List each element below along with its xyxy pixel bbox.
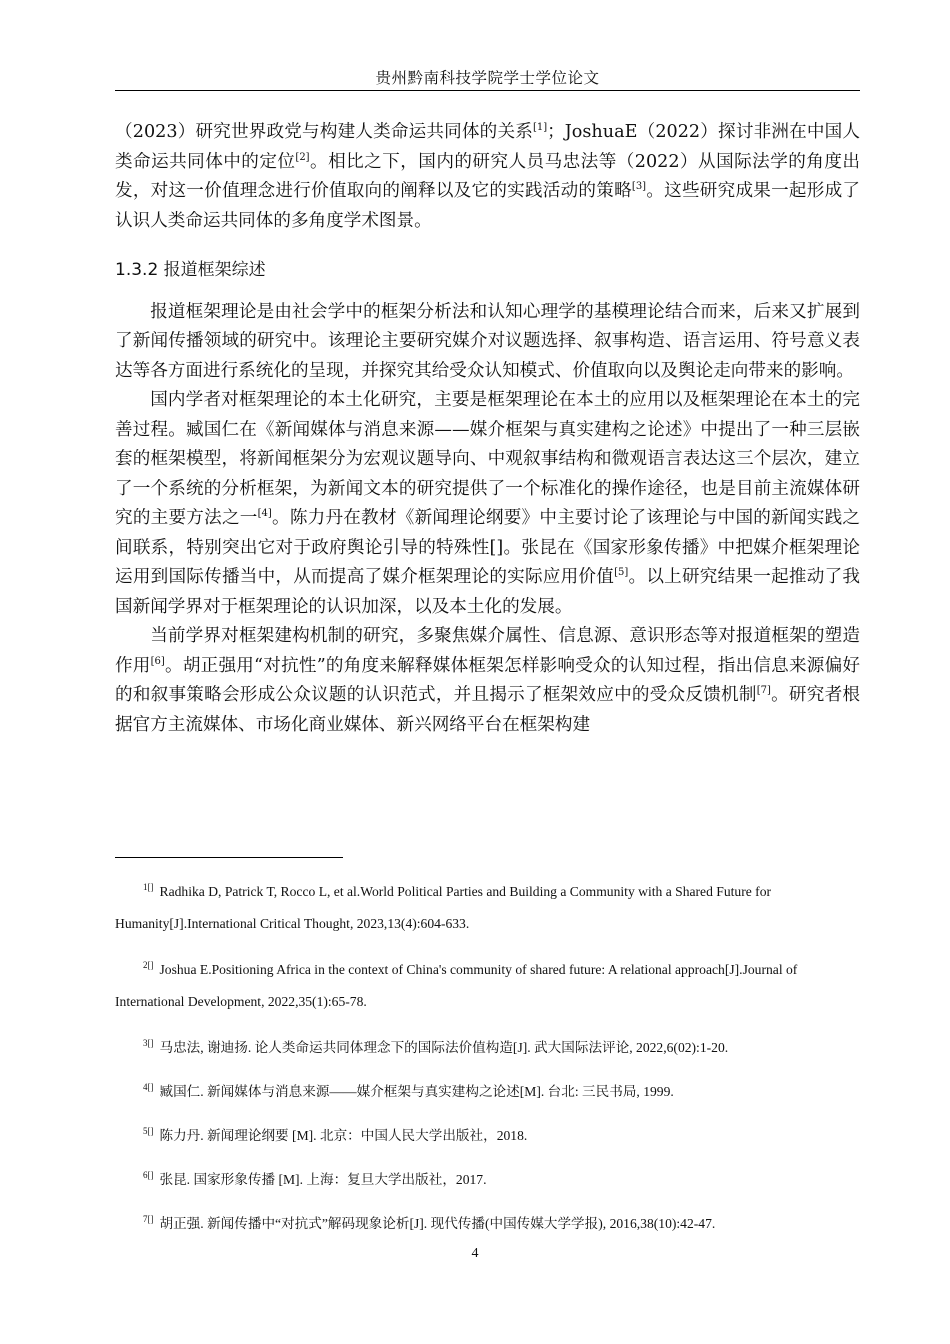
footnote-text: 胡正强. 新闻传播中“对抗式”解码现象论析[J]. 现代传播(中国传媒大学学报), 2016,38(10):42-47. bbox=[159, 1216, 716, 1231]
text-run: 。胡正强用“对抗性”的角度来解释媒体框架怎样影响受众的认知过程，指出信息来源偏好的和叙事策略会形成公众议题的认识范式，并且揭示了框架效应中的受众反馈机制 bbox=[115, 655, 860, 705]
paragraph-3 bbox=[115, 386, 860, 622]
section-title: 1.3.2 报道框架综述 bbox=[115, 260, 266, 280]
footnote-6 bbox=[115, 1164, 860, 1196]
footnote-mark: 3[] bbox=[143, 1038, 154, 1049]
text-run: ；JoshuaE（2022）探讨非洲在中国人类命运共同体中的定位 bbox=[115, 122, 860, 172]
text-run: 国内学者对框架理论的本土化研究，主要是框架理论在本土的应用以及框架理论在本土的完善过程。臧国仁在《新闻媒体与消息来源——媒介框架与真实建构之论述》中提出了一种三层嵌套的框架模型，将新闻框架分为宏观议题导向、中观叙事结构和微观语言表达这三个层次，建立了一个系统的分析框架，为新闻文本的研究提供了一个标准化的操作途径，也是目前主流媒体研究的主要方法之一 bbox=[115, 390, 860, 528]
footnote-5 bbox=[115, 1120, 860, 1152]
paragraph-2: 报道框架理论是由社会学中的框架分析法和认知心理学的基模理论结合而来，后来又扩展到了新闻传播领域的研究中。该理论主要研究媒介对议题选择、叙事构造、语言运用、符号意义表达等各方面进行系统化的呈现，并探究其给受众认知模式、价值取向以及舆论走向带来的影响。 bbox=[115, 301, 860, 381]
citation-2: [2] bbox=[295, 151, 310, 163]
text-run: 。研究者根据官方主流媒体、市场化商业媒体、新兴网络平台在框架构建 bbox=[115, 685, 860, 735]
text-run: 。这些研究成果一起形成了认识人类命运共同体的多角度学术图景。 bbox=[115, 181, 860, 231]
footnote-mark: 2[] bbox=[143, 960, 154, 971]
footnote-text: Joshua E.Positioning Africa in the context of China's community of shared future: A relational approach[J].Journal of International Development, 2022,35(1):65-78. bbox=[115, 962, 798, 1009]
citation-1: [1] bbox=[532, 122, 548, 134]
citation-6: [6] bbox=[150, 655, 165, 667]
citation-4: [4] bbox=[257, 508, 272, 520]
text-run: 。以上研究结果一起推动了我国新闻学界对于框架理论的认识加深，以及本土化的发展。 bbox=[115, 567, 860, 617]
footnote-4 bbox=[115, 1076, 860, 1108]
header-rule bbox=[115, 90, 860, 91]
footnote-mark: 6[] bbox=[143, 1170, 154, 1181]
page-header: 贵州黔南科技学院学士学位论文 bbox=[375, 69, 600, 87]
citation-7: [7] bbox=[756, 685, 771, 697]
footnote-mark: 1[] bbox=[143, 882, 154, 893]
footnote-2 bbox=[115, 954, 860, 1018]
footnote-text: Radhika D, Patrick T, Rocco L, et al.World Political Parties and Building a Community with a Shared Future for Humanity[J].International Critical Thought, 2023,13(4):604-633. bbox=[115, 884, 772, 931]
footnote-text: 张昆. 国家形象传播 [M]. 上海：复旦大学出版社，2017. bbox=[159, 1172, 487, 1187]
citation-5: [5] bbox=[614, 567, 629, 579]
footnote-mark: 5[] bbox=[143, 1126, 154, 1137]
footnotes bbox=[115, 876, 860, 1252]
citation-3: [3] bbox=[631, 181, 647, 193]
footnote-1 bbox=[115, 876, 860, 940]
footnote-mark: 4[] bbox=[143, 1082, 154, 1093]
paragraph-4 bbox=[115, 622, 860, 740]
footnote-text: 臧国仁. 新闻媒体与消息来源——媒介框架与真实建构之论述[M]. 台北: 三民书局, 1999. bbox=[159, 1084, 674, 1099]
paragraph-1 bbox=[115, 118, 860, 236]
text-run: （2023）研究世界政党与构建人类命运共同体的关系 bbox=[115, 122, 533, 142]
body-text bbox=[115, 118, 860, 740]
text-run: 。陈力丹在教材《新闻理论纲要》中主要讨论了该理论与中国的新闻实践之间联系，特别突出它对于政府舆论引导的特殊性[]。张昆在《国家形象传播》中把媒介框架理论运用到国际传播当中，从而提高了媒介框架理论的实际应用价值 bbox=[115, 508, 860, 587]
footnote-rule bbox=[115, 857, 343, 858]
footnote-text: 陈力丹. 新闻理论纲要 [M]. 北京：中国人民大学出版社，2018. bbox=[159, 1128, 528, 1143]
footnote-7 bbox=[115, 1208, 860, 1240]
text-run: 。相比之下，国内的研究人员马忠法等（2022）从国际法学的角度出发，对这一价值理念进行价值取向的阐释以及它的实践活动的策略 bbox=[115, 151, 860, 201]
footnote-3 bbox=[115, 1032, 860, 1064]
footnote-mark: 7[] bbox=[143, 1214, 154, 1225]
page-number: 4 bbox=[471, 1246, 479, 1261]
text-run: 当前学界对框架建构机制的研究，多聚焦媒介属性、信息源、意识形态等对报道框架的塑造作用 bbox=[115, 626, 860, 676]
footnote-text: 马忠法, 谢迪扬. 论人类命运共同体理念下的国际法价值构造[J]. 武大国际法评论, 2022,6(02):1-20. bbox=[159, 1040, 729, 1055]
